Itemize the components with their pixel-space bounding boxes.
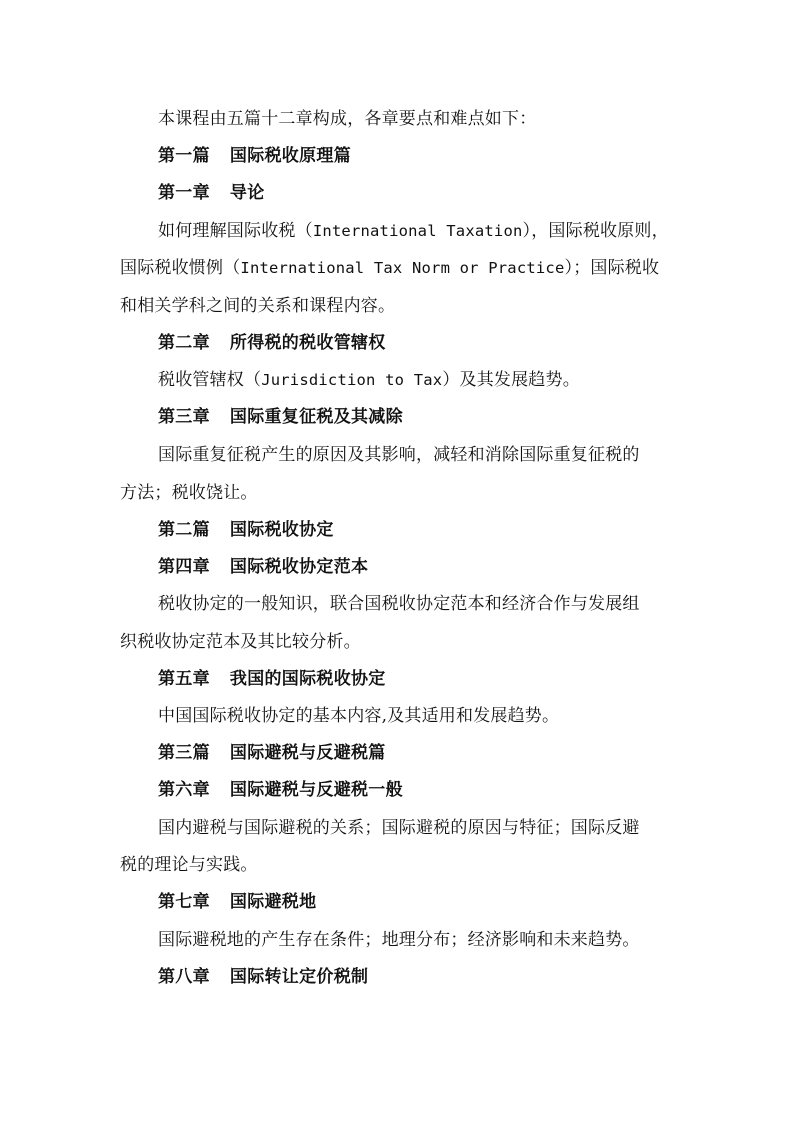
chapter-heading-5 xyxy=(158,668,678,690)
text-run: ），国际税收原则， xyxy=(522,221,669,241)
chapter-heading-8 xyxy=(158,966,678,988)
chapter-heading-3 xyxy=(158,406,678,428)
paragraph-line: 税的理论与实践。 xyxy=(120,855,258,875)
text-run: ）及其发展趋势。 xyxy=(442,370,580,390)
chapter-title: 国际重复征税及其减除 xyxy=(229,407,403,427)
english-term: Jurisdiction to Tax xyxy=(261,371,443,389)
paragraph-line xyxy=(158,369,678,391)
chapter-label: 第七章 xyxy=(158,892,210,912)
paragraph-line: 国际重复征税产生的原因及其影响，减轻和消除国际重复征税的 xyxy=(158,445,640,465)
text-run: 税收管辖权（ xyxy=(158,370,262,390)
chapter-heading-1 xyxy=(158,182,678,204)
chapter-label: 第四章 xyxy=(158,557,210,577)
paragraph-line: 和相关学科之间的关系和课程内容。 xyxy=(120,296,396,316)
part-label: 第三篇 xyxy=(158,743,210,763)
paragraph-line xyxy=(120,257,680,279)
chapter-title: 国际转让定价税制 xyxy=(229,967,369,987)
part-title: 国际税收原理篇 xyxy=(229,146,352,166)
chapter-label: 第八章 xyxy=(158,967,210,987)
chapter-heading-4 xyxy=(158,556,678,578)
chapter-label: 第二章 xyxy=(158,333,210,353)
part-heading-1 xyxy=(158,145,678,167)
paragraph-line: 国际避税地的产生存在条件；地理分布；经济影响和未来趋势。 xyxy=(158,930,640,950)
text-run: 国际税收惯例（ xyxy=(120,258,241,278)
part-label: 第二篇 xyxy=(158,520,210,540)
chapter-heading-6 xyxy=(158,779,678,801)
chapter-label: 第五章 xyxy=(158,669,210,689)
paragraph-line: 中国国际税收协定的基本内容,及其适用和发展趋势。 xyxy=(158,706,560,726)
paragraph-line: 税收协定的一般知识，联合国税收协定范本和经济合作与发展组 xyxy=(158,594,640,614)
chapter-label: 第一章 xyxy=(158,183,210,203)
part-heading-3 xyxy=(158,742,678,764)
chapter-title: 国际避税与反避税一般 xyxy=(229,780,403,800)
chapter-title: 我国的国际税收协定 xyxy=(229,669,386,689)
part-title: 国际税收协定 xyxy=(229,520,334,540)
chapter-title: 所得税的税收管辖权 xyxy=(229,333,386,353)
chapter-title: 导论 xyxy=(229,183,265,203)
paragraph-line: 织税收协定范本及其比较分析。 xyxy=(120,632,361,652)
text-run: ）；国际税收 xyxy=(564,258,660,278)
text-run: 如何理解国际收税（ xyxy=(158,221,313,241)
chapter-title: 国际税收协定范本 xyxy=(229,557,369,577)
paragraph-line: 国内避税与国际避税的关系；国际避税的原因与特征；国际反避 xyxy=(158,818,640,838)
part-heading-2 xyxy=(158,519,678,541)
chapter-label: 第三章 xyxy=(158,407,210,427)
english-term: International Taxation xyxy=(312,222,523,240)
paragraph-line: 方法；税收饶让。 xyxy=(120,483,258,503)
chapter-heading-2 xyxy=(158,332,678,354)
english-term: International Tax Norm or Practice xyxy=(240,259,565,277)
part-title: 国际避税与反避税篇 xyxy=(229,743,386,763)
chapter-title: 国际避税地 xyxy=(229,892,317,912)
intro-text: 本课程由五篇十二章构成，各章要点和难点如下： xyxy=(158,109,537,129)
part-label: 第一篇 xyxy=(158,146,210,166)
paragraph-line xyxy=(158,220,678,242)
chapter-label: 第六章 xyxy=(158,780,210,800)
chapter-heading-7 xyxy=(158,891,678,913)
